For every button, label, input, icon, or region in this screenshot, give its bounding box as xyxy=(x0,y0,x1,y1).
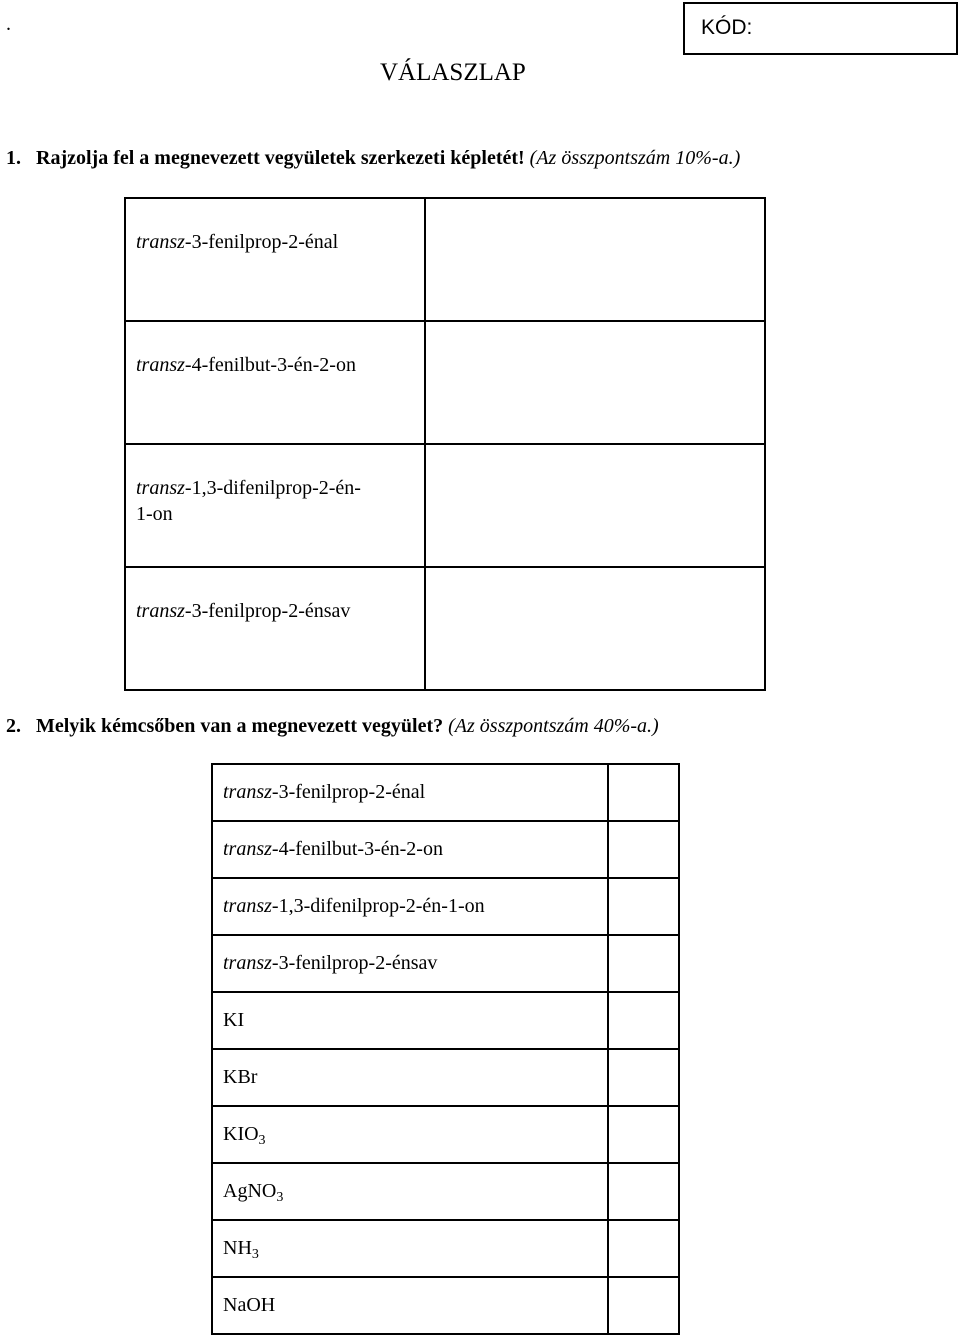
question-1-heading xyxy=(6,146,740,170)
question-1-points: (Az összpontszám 10%-a.) xyxy=(529,147,741,169)
compound-name: -3-fenilprop-2-énal xyxy=(271,781,426,803)
compound-name: -4-fenilbut-3-én-2-on xyxy=(271,838,443,860)
structure-drawing-table xyxy=(124,197,766,691)
reagent-subscript: 3 xyxy=(276,1190,284,1205)
compound-name-cell xyxy=(125,321,425,444)
tube-answer-cell[interactable] xyxy=(608,992,679,1049)
compound-name-cell xyxy=(212,878,608,935)
reagent-name-cell xyxy=(212,1277,608,1334)
tube-answer-cell[interactable] xyxy=(608,821,679,878)
drawing-area[interactable] xyxy=(425,321,765,444)
question-1-text: Rajzolja fel a megnevezett vegyületek szerkezeti képletét! xyxy=(36,147,525,169)
reagent-name: NaOH xyxy=(223,1294,276,1316)
reagent-subscript: 3 xyxy=(258,1133,266,1148)
table-row xyxy=(212,821,679,878)
compound-name-cell xyxy=(212,821,608,878)
compound-name: -3-fenilprop-2-énsav xyxy=(271,952,438,974)
drawing-area[interactable] xyxy=(425,444,765,567)
tube-answer-cell[interactable] xyxy=(608,1106,679,1163)
table-row xyxy=(125,567,765,690)
question-2-points: (Az összpontszám 40%-a.) xyxy=(448,715,659,737)
compound-name-cell xyxy=(125,198,425,321)
reagent-name: KIO xyxy=(223,1123,259,1145)
table-row xyxy=(212,935,679,992)
compound-name-continued: 1-on xyxy=(136,503,173,525)
tube-answer-cell[interactable] xyxy=(608,878,679,935)
reagent-name: KI xyxy=(223,1009,245,1031)
table-row xyxy=(212,1049,679,1106)
reagent-name: NH xyxy=(223,1237,252,1259)
compound-prefix: transz xyxy=(136,354,185,376)
test-tube-table xyxy=(211,763,680,1335)
compound-prefix: transz xyxy=(223,895,272,917)
reagent-name: AgNO xyxy=(223,1180,277,1202)
question-1-number: 1. xyxy=(6,147,21,169)
reagent-name-cell xyxy=(212,992,608,1049)
tube-answer-cell[interactable] xyxy=(608,1277,679,1334)
tube-answer-cell[interactable] xyxy=(608,1220,679,1277)
tube-answer-cell[interactable] xyxy=(608,935,679,992)
question-2-heading xyxy=(6,714,659,738)
table-row xyxy=(212,1163,679,1220)
compound-name-cell xyxy=(125,444,425,567)
compound-name-cell xyxy=(212,764,608,821)
compound-name: -3-fenilprop-2-énal xyxy=(184,231,339,253)
table-row xyxy=(125,444,765,567)
compound-prefix: transz xyxy=(136,477,185,499)
compound-prefix: transz xyxy=(136,600,185,622)
tube-answer-cell[interactable] xyxy=(608,1163,679,1220)
corner-mark: . xyxy=(6,13,11,35)
compound-name: -3-fenilprop-2-énsav xyxy=(184,600,351,622)
question-2-text: Melyik kémcsőben van a megnevezett vegyület? xyxy=(36,715,444,737)
compound-prefix: transz xyxy=(136,231,185,253)
compound-name: -4-fenilbut-3-én-2-on xyxy=(184,354,356,376)
reagent-name-cell xyxy=(212,1163,608,1220)
tube-answer-cell[interactable] xyxy=(608,764,679,821)
table-row xyxy=(212,1277,679,1334)
reagent-subscript: 3 xyxy=(251,1247,259,1262)
compound-name: -1,3-difenilprop-2-én- xyxy=(184,477,361,499)
drawing-area[interactable] xyxy=(425,198,765,321)
reagent-name: KBr xyxy=(223,1066,258,1088)
table-row xyxy=(125,321,765,444)
code-box[interactable] xyxy=(683,2,958,55)
compound-prefix: transz xyxy=(223,838,272,860)
table-row xyxy=(212,878,679,935)
table-row xyxy=(212,992,679,1049)
table-row xyxy=(212,1220,679,1277)
compound-prefix: transz xyxy=(223,781,272,803)
table-row xyxy=(212,764,679,821)
table-row xyxy=(212,1106,679,1163)
question-2-number: 2. xyxy=(6,715,21,737)
compound-name: -1,3-difenilprop-2-én-1-on xyxy=(271,895,485,917)
reagent-name-cell xyxy=(212,1106,608,1163)
code-label: KÓD: xyxy=(701,16,753,39)
compound-name-cell xyxy=(212,935,608,992)
reagent-name-cell xyxy=(212,1220,608,1277)
tube-answer-cell[interactable] xyxy=(608,1049,679,1106)
reagent-name-cell xyxy=(212,1049,608,1106)
table-row xyxy=(125,198,765,321)
page-title: VÁLASZLAP xyxy=(380,59,526,86)
drawing-area[interactable] xyxy=(425,567,765,690)
compound-prefix: transz xyxy=(223,952,272,974)
compound-name-cell xyxy=(125,567,425,690)
